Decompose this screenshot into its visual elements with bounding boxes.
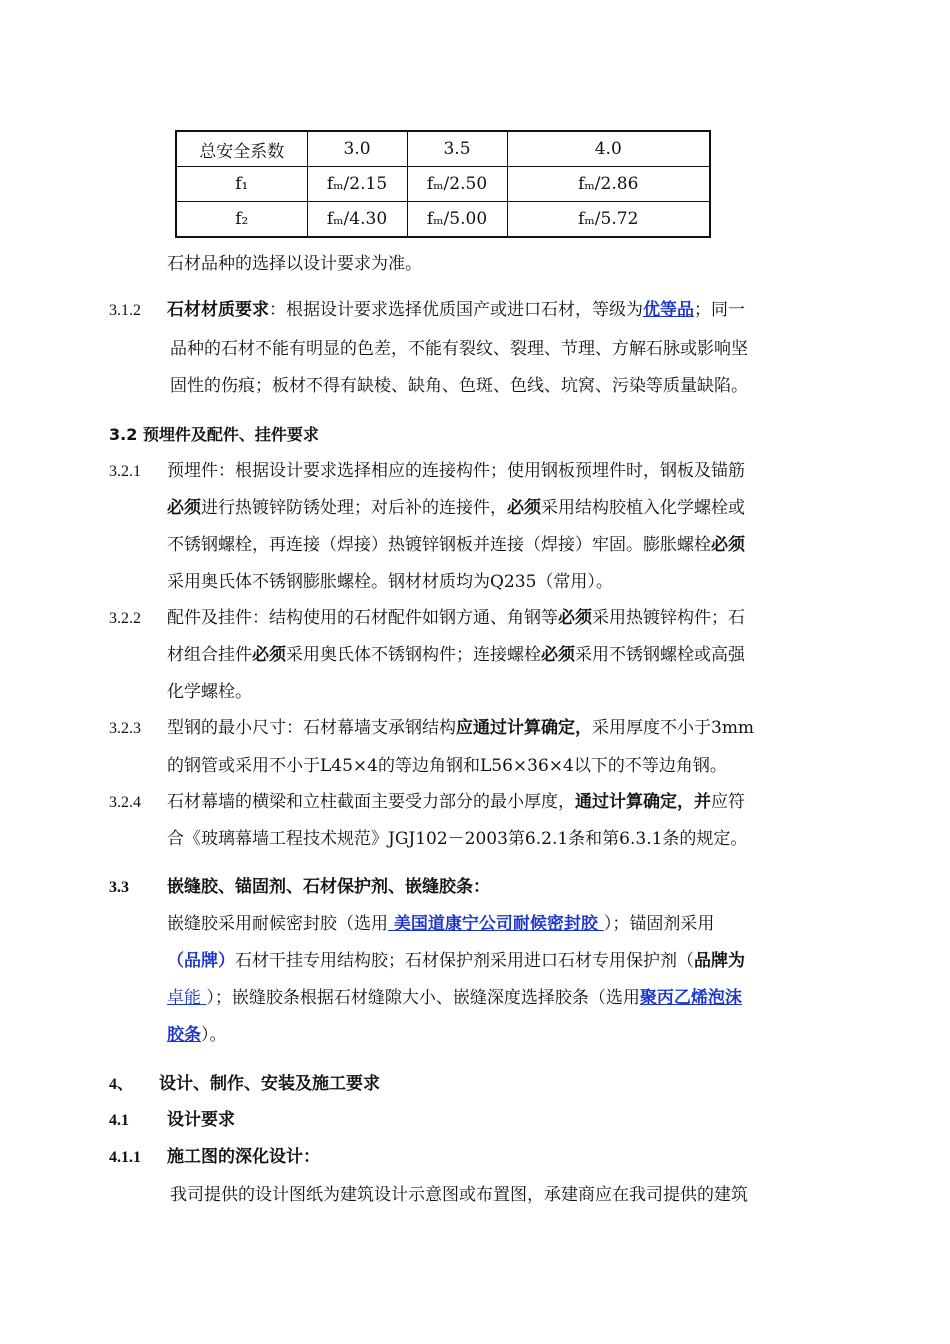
section-number: 4.1 [109, 1112, 129, 1129]
section-title: 施工图的深化设计： [167, 1147, 320, 1167]
table-cell: fₘ/4.30 [307, 202, 407, 238]
emphasis: 必须 [711, 535, 745, 555]
text-span: 不锈钢螺栓，再连接（焊接）热镀锌钢板并连接（焊接）牢固。膨胀螺栓 [167, 535, 711, 555]
table-row [176, 202, 710, 238]
paragraph-line [167, 718, 754, 738]
section-title: 设计、制作、安装及施工要求 [159, 1074, 380, 1094]
stone-note: 石材品种的选择以设计要求为准。 [167, 254, 422, 274]
emphasis: 必须 [558, 608, 592, 628]
paragraph-line: 固性的伤痕；板材不得有缺棱、缺角、色斑、色线、坑窝、污染等质量缺陷。 [170, 376, 748, 396]
text-span: 采用热镀锌构件；石 [592, 608, 745, 628]
text-span: ）；锚固剂采用 [603, 914, 715, 934]
strip-brand-link[interactable]: 聚丙乙烯泡沫 [639, 988, 742, 1008]
emphasis: 必须 [252, 645, 286, 665]
text-span: 石材干挂专用结构胶；石材保护剂采用进口石材专用保护剂（ [235, 951, 694, 971]
protectant-brand-link[interactable]: 卓能 [167, 988, 207, 1008]
table-cell: 3.5 [407, 131, 507, 167]
emphasis: 应通过计算确定， [456, 718, 592, 738]
text-span: 采用结构胶植入化学螺栓或 [541, 498, 745, 518]
table-cell: 4.0 [507, 131, 710, 167]
text-span: 石材幕墙的横梁和立柱截面主要受力部分的最小厚度， [167, 792, 575, 812]
table-cell: f₁ [176, 167, 307, 202]
paragraph-line [167, 988, 742, 1008]
table-cell: 3.0 [307, 131, 407, 167]
paragraph-line [167, 951, 745, 971]
text-span: ；同一 [694, 300, 745, 320]
emphasis: 必须 [541, 645, 575, 665]
section-number: 3.2.2 [109, 610, 141, 627]
section-number: 3.2.3 [109, 720, 141, 737]
section-title: 嵌缝胶、锚固剂、石材保护剂、嵌缝胶条： [167, 877, 490, 897]
section-number: 3.1.2 [109, 302, 141, 319]
emphasis: 必须 [167, 498, 201, 518]
text-span: 材组合挂件 [167, 645, 252, 665]
section-title: 设计要求 [167, 1110, 235, 1130]
text-span: ）；嵌缝胶条根据石材缝隙大小、嵌缝深度选择胶条（选用 [206, 988, 640, 1008]
section-number: 4.1.1 [109, 1149, 141, 1166]
text-span: 采用不锈钢螺栓或高强 [575, 645, 745, 665]
section-number: 3.2.1 [109, 463, 141, 480]
table-header-row [176, 131, 710, 167]
table-cell: fₘ/2.86 [507, 167, 710, 202]
safety-factor-table [175, 130, 711, 238]
paragraph-line: 我司提供的设计图纸为建筑设计示意图或布置图，承建商应在我司提供的建筑 [170, 1185, 748, 1205]
paragraph-line [167, 608, 745, 628]
paragraph-line [167, 645, 745, 665]
paragraph-line: 化学螺栓。 [167, 682, 252, 702]
text-span: 嵌缝胶采用耐候密封胶（选用 [167, 914, 388, 934]
paragraph-line: 采用奥氏体不锈钢膨胀螺栓。钢材材质均为Q235（常用）。 [167, 572, 613, 592]
section-number: 4、 [109, 1076, 134, 1093]
text-span: ：根据设计要求选择优质国产或进口石材，等级为 [269, 300, 643, 320]
section-number: 3.2.4 [109, 794, 141, 811]
brand-placeholder: （品牌） [167, 951, 235, 971]
emphasis: 品牌为 [694, 951, 745, 971]
section-title: 石材材质要求 [167, 300, 269, 320]
table-cell: fₘ/2.15 [307, 167, 407, 202]
paragraph-line: 的钢管或采用不小于L45×4的等边角钢和L56×36×4以下的不等边角钢。 [167, 756, 727, 776]
paragraph-line: 品种的石材不能有明显的色差，不能有裂纹、裂理、节理、方解石脉或影响坚 [170, 339, 748, 359]
paragraph-line [167, 1025, 227, 1045]
table-row [176, 167, 710, 202]
paragraph-line: 预埋件：根据设计要求选择相应的连接构件；使用钢板预埋件时，钢板及锚筋 [167, 461, 745, 481]
text-span: ）。 [201, 1025, 227, 1045]
text-span: 采用奥氏体不锈钢构件；连接螺栓 [286, 645, 541, 665]
text-span: 配件及挂件：结构使用的石材配件如钢方通、角钢等 [167, 608, 558, 628]
table-cell: fₘ/2.50 [407, 167, 507, 202]
emphasis: 通过计算确定，并 [575, 792, 711, 812]
table-cell: f₂ [176, 202, 307, 238]
emphasis: 必须 [507, 498, 541, 518]
section-number: 3.3 [109, 879, 129, 896]
text-span: 采用厚度不小于3mm [592, 718, 755, 738]
sealant-brand-link[interactable]: 美国道康宁公司耐候密封胶 [388, 914, 604, 934]
paragraph-line: 合《玻璃幕墙工程技术规范》JGJ102－2003第6.2.1条和第6.3.1条的规定。 [167, 829, 748, 849]
table-cell: fₘ/5.00 [407, 202, 507, 238]
table-cell: 总安全系数 [176, 131, 307, 167]
text-span: 进行热镀锌防锈处理；对后补的连接件， [201, 498, 507, 518]
text-span: 型钢的最小尺寸：石材幕墙支承钢结构 [167, 718, 456, 738]
section-heading: 3.2 预埋件及配件、挂件要求 [109, 425, 319, 444]
text-span: 应符 [711, 792, 745, 812]
paragraph-line [167, 792, 745, 812]
paragraph-line [167, 498, 745, 518]
strip-brand-link-cont[interactable]: 胶条 [167, 1025, 201, 1045]
grade-link[interactable]: 优等品 [643, 300, 694, 320]
paragraph-line [167, 300, 745, 320]
paragraph-line [167, 535, 745, 555]
table-cell: fₘ/5.72 [507, 202, 710, 238]
paragraph-line [167, 914, 714, 934]
